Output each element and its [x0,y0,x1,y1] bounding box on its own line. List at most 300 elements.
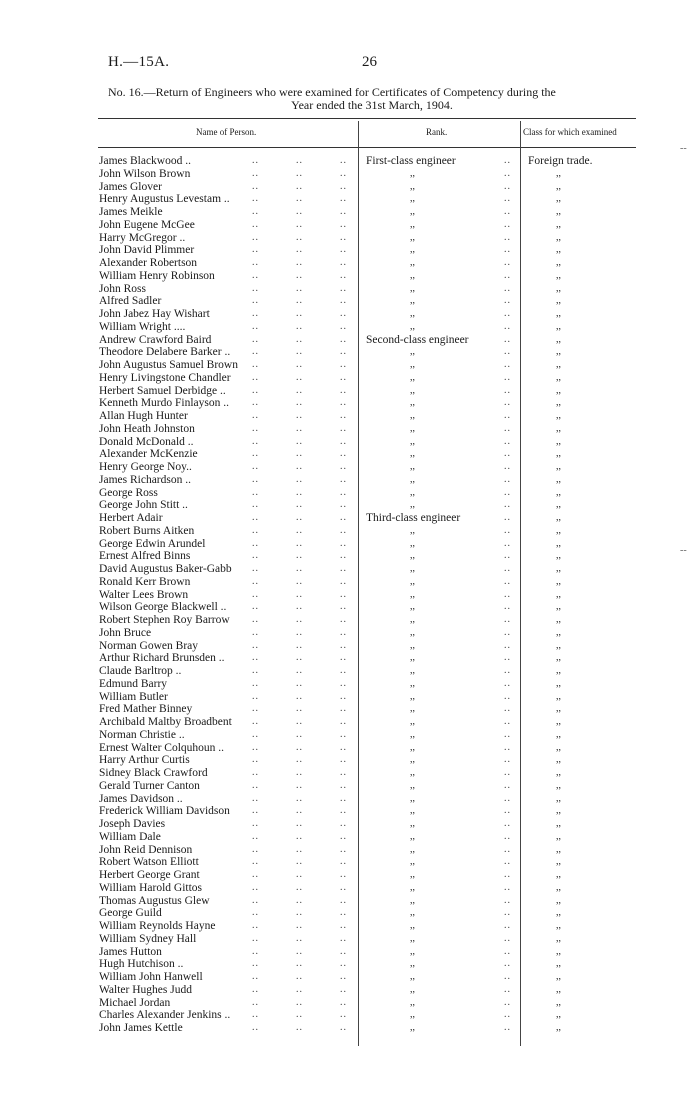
dot-leader: .. [252,461,259,472]
dot-leader: .. [296,244,303,256]
dot-leader: .. [504,920,511,931]
dot-leader: .. [340,410,347,421]
rank-ditto-mark: ,, [410,920,415,931]
dot-leader: .. [296,971,303,982]
class-ditto-mark: ,, [556,741,561,753]
person-name: Harry McGregor .. [99,231,186,244]
dot-leader: .. [296,512,303,523]
person-name: Donald McDonald .. [99,435,194,448]
margin-mark: -​- [680,143,687,154]
dot-leader: .. [340,435,347,447]
dot-leader: .. [340,907,347,919]
document-reference: H.—15A. [108,54,170,70]
dot-leader: .. [340,499,347,511]
dot-leader: .. [296,958,303,970]
dot-leader: .. [340,1022,347,1033]
dot-leader: .. [296,473,303,485]
dot-leader: .. [340,537,347,549]
dot-leader: .. [504,244,511,256]
dot-leader: .. [296,728,303,740]
dot-leader: .. [252,257,259,268]
dot-leader: .. [296,461,303,472]
rank-ditto-mark: ,, [410,601,415,613]
dot-leader: .. [296,193,303,205]
class-ditto-mark: ,, [556,499,561,511]
dot-leader: .. [340,690,347,702]
dot-leader: .. [296,639,303,651]
table-row [0,665,700,678]
dot-leader: .. [504,830,511,842]
table-row [0,844,700,857]
table-row [0,589,700,602]
dot-leader: .. [252,996,259,1008]
table-row [0,1022,700,1035]
rank-ditto-mark: ,, [410,269,415,281]
person-name: John James Kettle [99,1022,183,1034]
rank-ditto-mark: ,, [410,346,415,358]
dot-leader: .. [340,920,347,931]
dot-leader: .. [296,499,303,511]
dot-leader: .. [252,218,259,230]
dot-leader: .. [296,231,303,243]
class-ditto-mark: ,, [556,703,561,715]
rank-ditto-mark: ,, [410,971,415,982]
dot-leader: .. [296,754,303,766]
dot-leader: .. [296,359,303,370]
rank-ditto-mark: ,, [410,499,415,511]
dot-leader: .. [252,269,259,281]
rank-ditto-mark: ,, [410,728,415,740]
dot-leader: .. [504,588,511,600]
rank-ditto-mark: ,, [410,180,415,192]
dot-leader: .. [296,665,303,676]
dot-leader: .. [252,486,259,498]
rank-ditto-mark: ,, [410,320,415,332]
table-row [0,372,700,385]
dot-leader: .. [340,792,347,804]
dot-leader: .. [252,473,259,485]
class-ditto-mark: ,, [556,384,561,396]
dot-leader: .. [340,371,347,383]
person-name: Herbert Samuel Derbidge .. [99,384,226,397]
rank-ditto-mark: ,, [410,359,415,370]
dot-leader: .. [296,563,303,574]
dot-leader: .. [252,894,259,906]
person-name: John Reid Dennison [99,843,193,856]
dot-leader: .. [504,932,511,944]
dot-leader: .. [504,231,511,243]
class-ditto-mark: ,, [556,193,561,205]
table-row [0,678,700,691]
rank-ditto-mark: ,, [410,830,415,842]
dot-leader: .. [296,422,303,434]
dot-leader: .. [252,422,259,434]
dot-leader: .. [296,677,303,689]
table-row [0,232,700,245]
rank-ditto-mark: ,, [410,308,415,319]
dot-leader: .. [252,524,259,536]
rank-ditto-mark: ,, [410,448,415,460]
table-title-line-2: Year ended the 31st March, 1904. [291,98,453,112]
class-ditto-mark: ,, [556,282,561,294]
dot-leader: .. [340,703,347,715]
table-row [0,334,700,347]
dot-leader: .. [252,1022,259,1033]
table-title [108,86,636,112]
class-ditto-mark: ,, [556,346,561,358]
person-name: George Guild [99,907,162,920]
dot-leader: .. [252,971,259,982]
dot-leader: .. [504,1009,511,1021]
dot-leader: .. [252,206,259,217]
table-row [0,321,700,334]
dot-leader: .. [296,384,303,396]
dot-leader: .. [340,958,347,970]
rank-ditto-mark: ,, [410,983,415,995]
engineer-table [0,155,700,1035]
dot-leader: .. [252,333,259,345]
class-ditto-mark: ,, [556,461,561,472]
dot-leader: .. [340,231,347,243]
dot-leader: .. [504,601,511,613]
dot-leader: .. [296,741,303,753]
dot-leader: .. [340,677,347,689]
dot-leader: .. [504,410,511,421]
table-row [0,767,700,780]
person-name: Theodore Delabere Barker .. [99,346,231,359]
dot-leader: .. [340,945,347,957]
dot-leader: .. [252,728,259,740]
table-row [0,155,700,168]
table-row [0,410,700,423]
dot-leader: .. [252,397,259,409]
table-row [0,563,700,576]
table-row [0,946,700,959]
person-name: Robert Stephen Roy Barrow [99,614,230,626]
person-name: Ernest Alfred Binns [99,550,191,563]
rank-ditto-mark: ,, [410,435,415,447]
dot-leader: .. [252,830,259,842]
table-row [0,627,700,640]
dot-leader: .. [252,677,259,689]
class-ditto-mark: ,, [556,180,561,192]
dot-leader: .. [252,614,259,625]
dot-leader: .. [296,167,303,179]
dot-leader: .. [296,843,303,855]
dot-leader: .. [296,346,303,358]
rank-ditto-mark: ,, [410,652,415,664]
rank-ditto-mark: ,, [410,767,415,778]
rank-label: Second-class engineer [366,333,469,346]
dot-leader: .. [340,461,347,472]
table-row [0,793,700,806]
person-name: Robert Watson Elliott [99,856,199,869]
dot-leader: .. [296,308,303,319]
dot-leader: .. [340,218,347,230]
table-row [0,882,700,895]
rank-ditto-mark: ,, [410,397,415,409]
dot-leader: .. [340,843,347,855]
rank-ditto-mark: ,, [410,244,415,256]
rank-ditto-mark: ,, [410,818,415,829]
class-ditto-mark: ,, [556,945,561,957]
person-name: Robert Burns Aitken [99,524,195,537]
class-ditto-mark: ,, [556,218,561,230]
page-number: 26 [362,54,377,70]
rank-ditto-mark: ,, [410,932,415,944]
dot-leader: .. [504,448,511,460]
rank-ditto-mark: ,, [410,779,415,791]
class-ditto-mark: ,, [556,728,561,740]
person-name: Allan Hugh Hunter [99,410,188,422]
rank-ditto-mark: ,, [410,524,415,536]
class-ditto-mark: ,, [556,206,561,217]
dot-leader: .. [504,767,511,778]
dot-leader: .. [504,180,511,192]
dot-leader: .. [504,193,511,205]
dot-leader: .. [340,983,347,995]
dot-leader: .. [252,716,259,727]
dot-leader: .. [504,665,511,676]
dot-leader: .. [340,652,347,664]
dot-leader: .. [252,754,259,766]
dot-leader: .. [252,843,259,855]
person-name: Archibald Maltby Broadbent [99,716,232,728]
dot-leader: .. [340,397,347,409]
person-name: John Jabez Hay Wishart [99,308,210,320]
dot-leader: .. [296,295,303,307]
table-row [0,652,700,665]
dot-leader: .. [252,652,259,664]
table-row [0,270,700,283]
dot-leader: .. [252,588,259,600]
person-name: Norman Christie .. [99,728,185,741]
table-row [0,244,700,257]
dot-leader: .. [340,155,347,166]
dot-leader: .. [504,703,511,715]
dot-leader: .. [504,869,511,880]
dot-leader: .. [504,550,511,562]
dot-leader: .. [504,677,511,689]
dot-leader: .. [504,792,511,804]
class-ditto-mark: ,, [556,869,561,880]
class-ditto-mark: ,, [556,677,561,689]
class-ditto-mark: ,, [556,371,561,383]
dot-leader: .. [340,575,347,587]
dot-leader: .. [252,550,259,562]
dot-leader: .. [252,856,259,868]
dot-leader: .. [340,269,347,281]
dot-leader: .. [252,741,259,753]
dot-leader: .. [340,320,347,332]
table-row [0,920,700,933]
dot-leader: .. [252,690,259,702]
dot-leader: .. [340,932,347,944]
dot-leader: .. [504,563,511,574]
class-ditto-mark: ,, [556,588,561,600]
person-name: John Ross [99,282,146,295]
dot-leader: .. [340,180,347,192]
rank-ditto-mark: ,, [410,665,415,676]
class-ditto-mark: ,, [556,792,561,804]
class-ditto-mark: ,, [556,881,561,893]
dot-leader: .. [340,167,347,179]
dot-leader: .. [504,346,511,358]
dot-leader: .. [296,435,303,447]
class-ditto-mark: ,, [556,614,561,625]
dot-leader: .. [340,524,347,536]
dot-leader: .. [504,907,511,919]
person-name: Gerald Turner Canton [99,779,200,792]
table-row [0,729,700,742]
dot-leader: .. [504,155,511,166]
dot-leader: .. [296,486,303,498]
class-ditto-mark: ,, [556,932,561,944]
dot-leader: .. [504,537,511,549]
person-name: Hugh Hutchison .. [99,958,184,971]
person-name: Walter Hughes Judd [99,983,192,996]
dot-leader: .. [252,639,259,651]
class-ditto-mark: ,, [556,894,561,906]
dot-leader: .. [504,269,511,281]
dot-leader: .. [252,320,259,332]
rank-ditto-mark: ,, [410,907,415,919]
table-row [0,219,700,232]
dot-leader: .. [252,359,259,370]
person-name: Ronald Kerr Brown [99,575,191,588]
table-row [0,703,700,716]
table-title-line-1: No. 16.—Return of Engineers who were examined for Certificates of Competency during the [108,85,556,99]
rank-ditto-mark: ,, [410,639,415,651]
dot-leader: .. [252,779,259,791]
table-row [0,818,700,831]
dot-leader: .. [340,754,347,766]
column-header-class: Class for which examined [523,127,617,137]
dot-leader: .. [504,512,511,523]
dot-leader: .. [340,282,347,294]
rank-ditto-mark: ,, [410,410,415,421]
person-name: John Eugene McGee [99,218,195,231]
class-ditto-mark: ,, [556,652,561,664]
person-name: John Bruce [99,626,152,639]
class-ditto-mark: ,, [556,308,561,319]
rank-ditto-mark: ,, [410,473,415,485]
table-row [0,933,700,946]
dot-leader: .. [340,486,347,498]
header-bottom-rule [98,147,636,148]
dot-leader: .. [296,767,303,778]
table-row [0,856,700,869]
dot-leader: .. [252,295,259,307]
dot-leader: .. [504,856,511,868]
rank-ditto-mark: ,, [410,384,415,396]
dot-leader: .. [340,257,347,268]
dot-leader: .. [504,206,511,217]
dot-leader: .. [504,983,511,995]
dot-leader: .. [296,792,303,804]
dot-leader: .. [252,231,259,243]
class-ditto-mark: ,, [556,512,561,523]
dot-leader: .. [252,308,259,319]
dot-leader: .. [296,983,303,995]
class-ditto-mark: ,, [556,843,561,855]
class-ditto-mark: ,, [556,320,561,332]
person-name: William Dale [99,830,161,843]
person-name: William John Hanwell [99,971,203,983]
person-name: Herbert George Grant [99,869,200,881]
person-name: James Glover [99,180,162,193]
dot-leader: .. [252,881,259,893]
dot-leader: .. [296,257,303,268]
dot-leader: .. [296,652,303,664]
dot-leader: .. [504,371,511,383]
dot-leader: .. [340,359,347,370]
dot-leader: .. [252,384,259,396]
person-name: James Blackwood .. [99,155,191,167]
dot-leader: .. [252,499,259,511]
class-ditto-mark: ,, [556,971,561,982]
rank-ditto-mark: ,, [410,626,415,638]
class-ditto-mark: ,, [556,996,561,1008]
dot-leader: .. [504,945,511,957]
dot-leader: .. [340,614,347,625]
class-ditto-mark: ,, [556,397,561,409]
rank-ditto-mark: ,, [410,206,415,217]
person-name: William Wright .... [99,320,186,333]
dot-leader: .. [296,371,303,383]
dot-leader: .. [504,639,511,651]
class-label: Foreign trade. [528,155,593,167]
rank-ditto-mark: ,, [410,716,415,727]
dot-leader: .. [252,958,259,970]
class-ditto-mark: ,, [556,958,561,970]
dot-leader: .. [296,524,303,536]
class-ditto-mark: ,, [556,601,561,613]
dot-leader: .. [504,843,511,855]
table-row [0,385,700,398]
rank-ditto-mark: ,, [410,257,415,268]
rank-ditto-mark: ,, [410,218,415,230]
dot-leader: .. [504,461,511,472]
person-name: Charles Alexander Jenkins .. [99,1009,231,1022]
table-row [0,397,700,410]
dot-leader: .. [252,448,259,460]
person-name: William Harold Gittos [99,881,203,894]
rank-ditto-mark: ,, [410,754,415,766]
dot-leader: .. [504,282,511,294]
dot-leader: .. [252,193,259,205]
dot-leader: .. [296,945,303,957]
table-row [0,538,700,551]
rank-ditto-mark: ,, [410,881,415,893]
dot-leader: .. [340,206,347,217]
class-ditto-mark: ,, [556,473,561,485]
column-header-name: Name of Person. [196,127,257,137]
table-row [0,423,700,436]
person-name: George Edwin Arundel [99,537,206,550]
column-header-rank: Rank. [426,127,448,137]
dot-leader: .. [296,537,303,549]
dot-leader: .. [504,690,511,702]
class-ditto-mark: ,, [556,665,561,676]
table-row [0,997,700,1010]
rank-ditto-mark: ,, [410,690,415,702]
table-row [0,181,700,194]
class-ditto-mark: ,, [556,907,561,919]
dot-leader: .. [504,333,511,345]
dot-leader: .. [296,269,303,281]
dot-leader: .. [252,1009,259,1021]
